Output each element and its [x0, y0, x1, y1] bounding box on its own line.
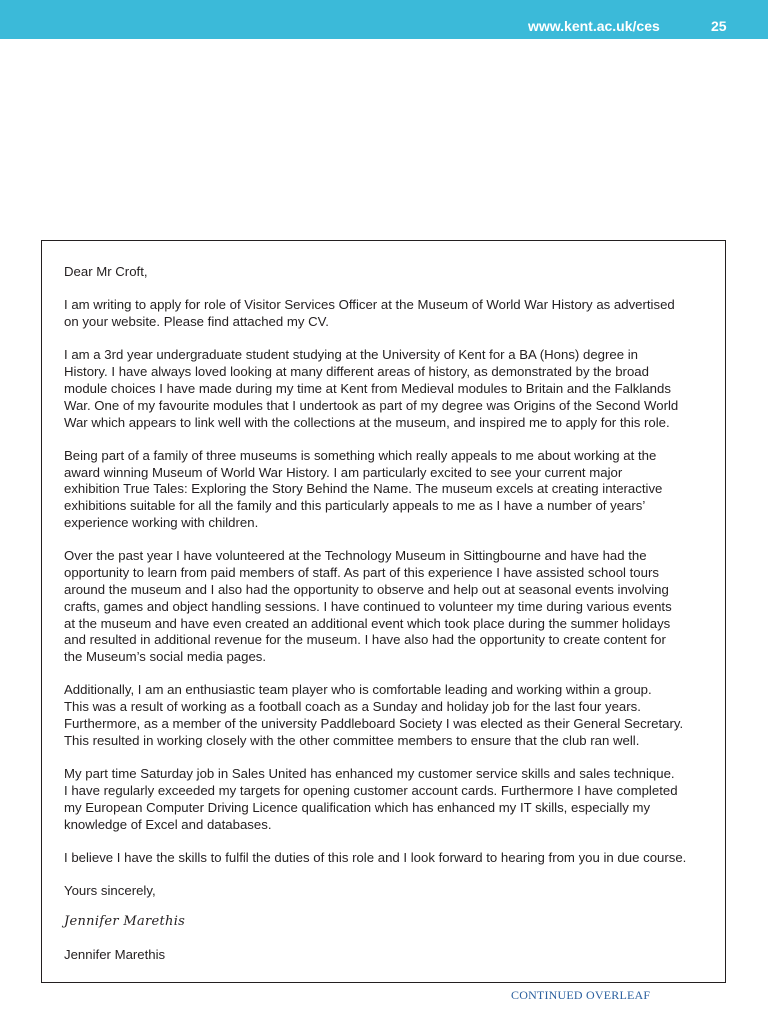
letter-closing: Yours sincerely,: [64, 883, 156, 899]
letter-paragraph: Being part of a family of three museums is something which really appeals to me about working at the award winning Museum of World War History. I am particularly excited to see your current major exhibition True Tales: Exploring the Story Behind the Name. The museum excels at creating interactive exhibitions suitable for all the family and this particularly appeals to me as I have a number of years’ experience working with children.: [64, 447, 663, 531]
cover-letter: [64, 264, 708, 981]
website-url: www.kent.ac.uk/ces: [528, 18, 660, 34]
letter-paragraph: I am writing to apply for role of Visitor Services Officer at the Museum of World War History as advertised on your website. Please find attached my CV.: [64, 297, 675, 330]
page-number: 25: [711, 18, 727, 34]
letter-paragraph: My part time Saturday job in Sales United has enhanced my customer service skills and sales technique. I have regularly exceeded my targets for opening customer account cards. Furthermore I have completed my European Computer Driving Licence qualification which has enhanced my IT skills, especially my knowledge of Excel and databases.: [64, 766, 678, 832]
letter-paragraph: I am a 3rd year undergraduate student studying at the University of Kent for a BA (Hons) degree in History. I have always loved looking at many different areas of history, as demonstrated by the broad module choices I have made during my time at Kent from Medieval modules to Britain and the Falklands War. One of my favourite modules that I undertook as part of my degree was Origins of the Second World War which appears to link well with the collections at the museum, and inspired me to apply for this role.: [64, 347, 679, 430]
header-bar: [0, 0, 768, 39]
continued-overleaf-note: CONTINUED OVERLEAF: [511, 988, 651, 1002]
handwritten-signature: Jennifer Marethis: [64, 913, 186, 929]
signed-name: Jennifer Marethis: [64, 947, 166, 963]
letter-paragraph: I believe I have the skills to fulfil the duties of this role and I look forward to hearing from you in due course.: [64, 849, 687, 865]
letter-paragraph: Additionally, I am an enthusiastic team player who is comfortable leading and working within a group. This was a result of working as a football coach as a Sunday and holiday job for the last four years. Furthermore, as a member of the university Paddleboard Society I was elected as their General Secretary. This resulted in working closely with the other committee members to ensure that the club ran well.: [64, 682, 684, 748]
cover-letter-box: [41, 240, 726, 983]
letter-paragraph: Over the past year I have volunteered at the Technology Museum in Sittingbourne and have had the opportunity to learn from paid members of staff. As part of this experience I have assisted school tours around the museum and I also had the opportunity to observe and help out at seasonal events involving crafts, games and object handling sessions. I have continued to volunteer my time during various events at the museum and have even created an additional event which took place during the summer holidays and resulted in additional revenue for the museum. I have also had the opportunity to create content for the Museum’s social media pages.: [64, 548, 672, 665]
letter-salutation: Dear Mr Croft,: [64, 264, 148, 279]
